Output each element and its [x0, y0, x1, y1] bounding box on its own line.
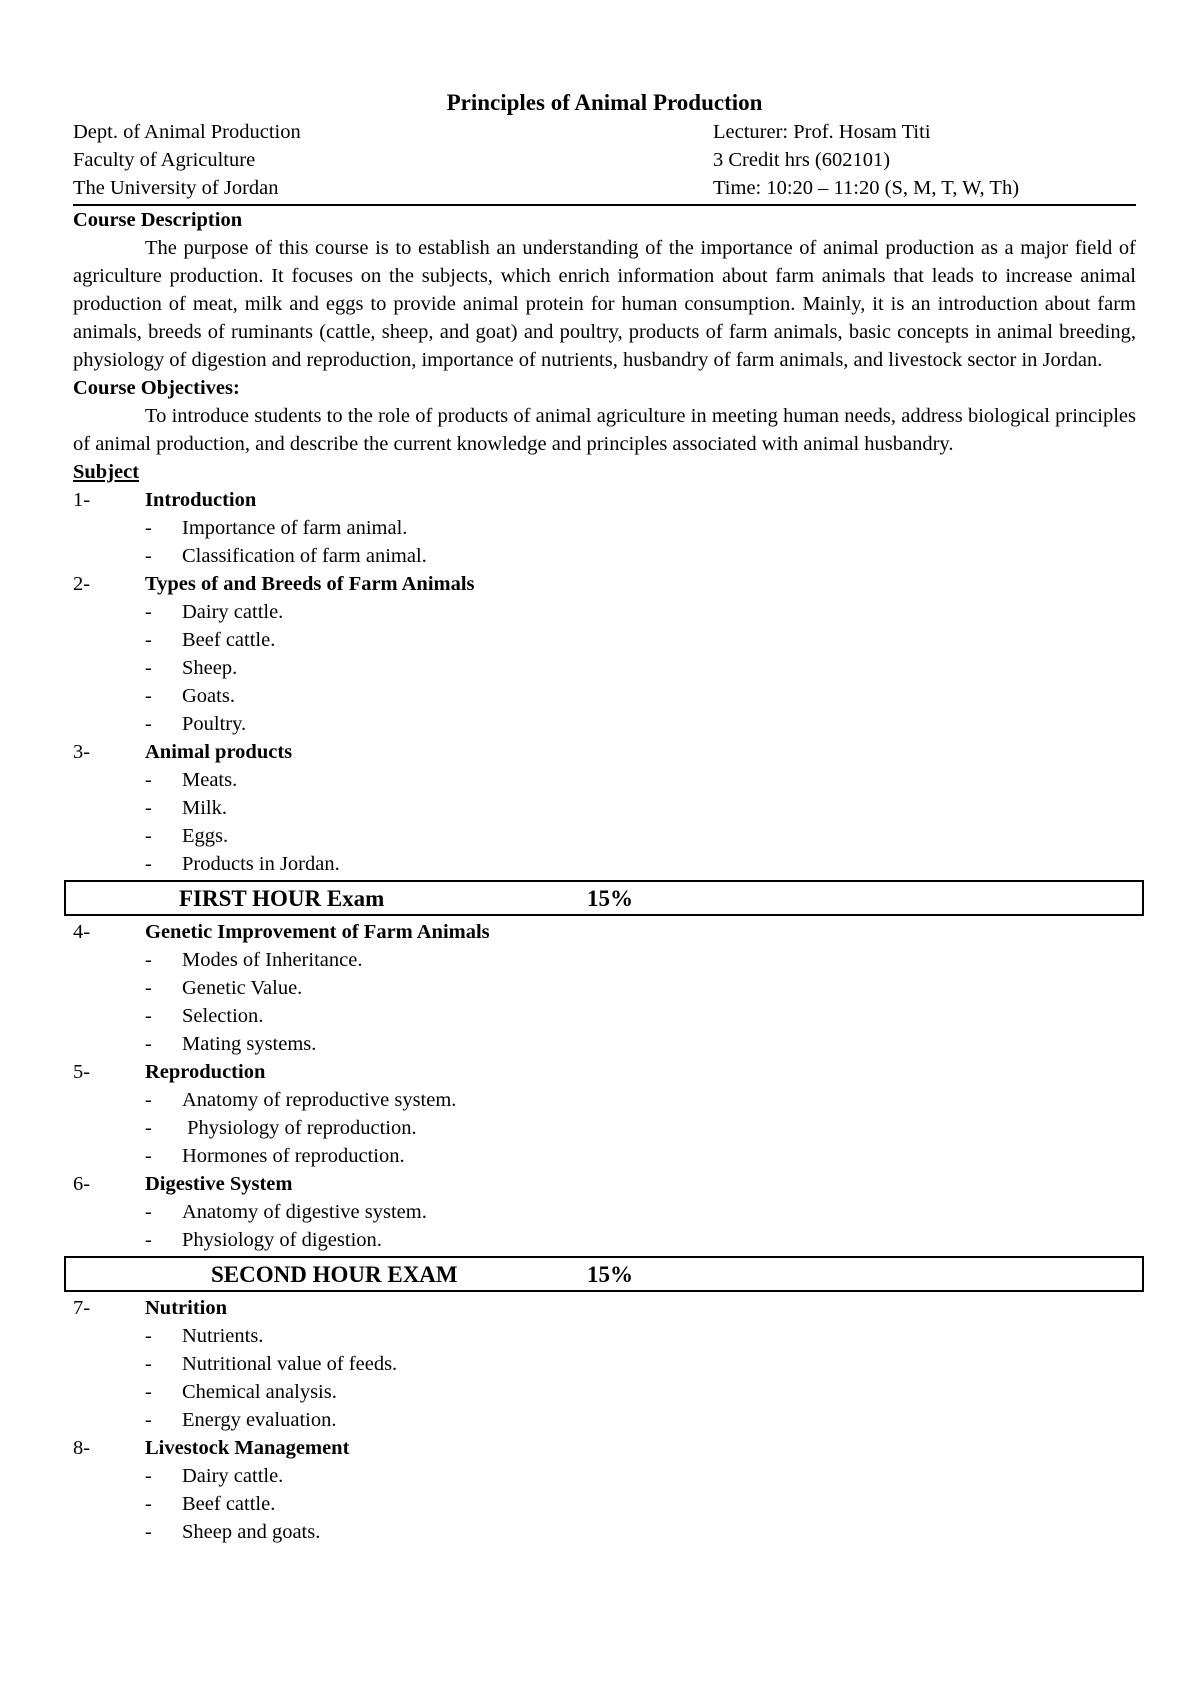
list-item: [73, 654, 1136, 682]
list-item-text: Dairy cattle.: [182, 601, 284, 623]
list-item-text: Meats.: [182, 769, 238, 791]
dash-marker: -: [145, 685, 152, 707]
topic-title: Digestive System: [145, 1173, 293, 1195]
list-item: [73, 794, 1136, 822]
course-objectives-text: To introduce students to the role of products of animal agriculture in meeting human needs, address biological principles of animal production, and describe the current knowledge and principles associated with animal husbandry.: [73, 405, 1136, 455]
list-item-text: Genetic Value.: [182, 977, 303, 999]
department: Dept. of Animal Production: [73, 121, 301, 143]
topic-title: Animal products: [145, 741, 293, 763]
list-item: [73, 514, 1136, 542]
dash-marker: -: [145, 1229, 152, 1251]
document-page: [73, 88, 1136, 1546]
topic-heading: [73, 1434, 1136, 1462]
faculty: Faculty of Agriculture: [73, 149, 256, 171]
list-item-text: Anatomy of reproductive system.: [182, 1089, 457, 1111]
topic-heading: [73, 570, 1136, 598]
dash-marker: -: [145, 1089, 152, 1111]
list-item-text: Modes of Inheritance.: [182, 949, 363, 971]
list-item: [73, 946, 1136, 974]
list-item: [73, 1490, 1136, 1518]
list-item: [73, 974, 1136, 1002]
second-hour-exam-box: [64, 1256, 1144, 1292]
dash-marker: -: [145, 1409, 152, 1431]
list-item: [73, 822, 1136, 850]
list-item-text: Nutritional value of feeds.: [182, 1353, 398, 1375]
topic-heading: [73, 738, 1136, 766]
topic-number: 3-: [73, 741, 91, 763]
lecturer: Lecturer: Prof. Hosam Titi: [713, 121, 931, 143]
list-item-text: Anatomy of digestive system.: [182, 1201, 427, 1223]
topic-heading: [73, 1170, 1136, 1198]
university: The University of Jordan: [73, 177, 279, 199]
list-item: [73, 766, 1136, 794]
document-title: Principles of Animal Production: [446, 90, 763, 115]
topic-title: Livestock Management: [145, 1437, 350, 1459]
list-item: [73, 1378, 1136, 1406]
topic-title: Reproduction: [145, 1061, 266, 1083]
list-item: [73, 710, 1136, 738]
list-item-text: Eggs.: [182, 825, 229, 847]
dash-marker: -: [145, 713, 152, 735]
exam-label: FIRST HOUR Exam: [179, 886, 385, 911]
credit-hours: 3 Credit hrs (602101): [713, 149, 891, 171]
dash-marker: -: [145, 797, 152, 819]
list-item-text: Sheep.: [182, 657, 238, 679]
dash-marker: -: [145, 657, 152, 679]
list-item-text: Hormones of reproduction.: [182, 1145, 405, 1167]
topic-title: Types of and Breeds of Farm Animals: [145, 573, 475, 595]
dash-marker: -: [145, 1353, 152, 1375]
dash-marker: -: [145, 1201, 152, 1223]
list-item-text: Sheep and goats.: [182, 1521, 321, 1543]
topic-heading: [73, 486, 1136, 514]
list-item-text: Products in Jordan.: [182, 853, 340, 875]
class-time: Time: 10:20 – 11:20 (S, M, T, W, Th): [713, 177, 1020, 199]
list-item: [73, 1226, 1136, 1254]
topic-title: Introduction: [145, 489, 257, 511]
list-item-text: Energy evaluation.: [182, 1409, 337, 1431]
list-item: [73, 1350, 1136, 1378]
list-item: [73, 1518, 1136, 1546]
course-description-heading: Course Description: [73, 209, 243, 231]
list-item: [73, 682, 1136, 710]
list-item: [73, 1114, 1136, 1142]
dash-marker: -: [145, 1117, 152, 1139]
list-item: [73, 542, 1136, 570]
course-objectives-heading: Course Objectives:: [73, 377, 240, 399]
header-row-2: [73, 146, 1136, 174]
list-item-text: Nutrients.: [182, 1325, 264, 1347]
list-item-text: Selection.: [182, 1005, 264, 1027]
list-item: [73, 1030, 1136, 1058]
dash-marker: -: [145, 1033, 152, 1055]
list-item: [73, 1406, 1136, 1434]
topic-heading: [73, 1058, 1136, 1086]
topic-number: 6-: [73, 1173, 91, 1195]
list-item-text: Goats.: [182, 685, 235, 707]
dash-marker: -: [145, 545, 152, 567]
dash-marker: -: [145, 949, 152, 971]
exam-label: SECOND HOUR EXAM: [211, 1262, 458, 1287]
list-item-text: Milk.: [182, 797, 227, 819]
dash-marker: -: [145, 1145, 152, 1167]
topic-title: Genetic Improvement of Farm Animals: [145, 921, 490, 943]
list-item: [73, 1462, 1136, 1490]
topic-number: 2-: [73, 573, 91, 595]
list-item: [73, 850, 1136, 878]
topic-number: 5-: [73, 1061, 91, 1083]
header-row-1: [73, 118, 1136, 146]
list-item-text: Physiology of digestion.: [182, 1229, 382, 1251]
list-item: [73, 1198, 1136, 1226]
dash-marker: -: [145, 853, 152, 875]
list-item-text: Importance of farm animal.: [182, 517, 408, 539]
dash-marker: -: [145, 825, 152, 847]
list-item-text: Chemical analysis.: [182, 1381, 337, 1403]
dash-marker: -: [145, 977, 152, 999]
topic-title: Nutrition: [145, 1297, 227, 1319]
topic-heading: [73, 1294, 1136, 1322]
exam-percent: 15%: [587, 1262, 633, 1287]
topic-number: 4-: [73, 921, 91, 943]
list-item-text: Physiology of reproduction.: [182, 1117, 417, 1139]
course-description-text: The purpose of this course is to establish an understanding of the importance of animal production as a major field of agriculture production. It focuses on the subjects, which enrich information about farm animals that leads to increase animal production of meat, milk and eggs to provide animal protein for human consumption. Mainly, it is an introduction about farm animals, breeds of ruminants (cattle, sheep, and goat) and poultry, products of farm animals, basic concepts in animal breeding, physiology of digestion and reproduction, importance of nutrients, husbandry of farm animals, and livestock sector in Jordan.: [73, 237, 1136, 371]
list-item: [73, 1002, 1136, 1030]
list-item: [73, 1322, 1136, 1350]
list-item-text: Beef cattle.: [182, 629, 276, 651]
list-item-text: Classification of farm animal.: [182, 545, 427, 567]
list-item: [73, 598, 1136, 626]
dash-marker: -: [145, 1521, 152, 1543]
topic-number: 7-: [73, 1297, 91, 1319]
topic-heading: [73, 918, 1136, 946]
exam-percent: 15%: [587, 886, 633, 911]
topic-number: 1-: [73, 489, 91, 511]
list-item-text: Mating systems.: [182, 1033, 317, 1055]
dash-marker: -: [145, 1005, 152, 1027]
list-item: [73, 626, 1136, 654]
list-item: [73, 1086, 1136, 1114]
dash-marker: -: [145, 1465, 152, 1487]
list-item-text: Beef cattle.: [182, 1493, 276, 1515]
dash-marker: -: [145, 1493, 152, 1515]
dash-marker: -: [145, 601, 152, 623]
dash-marker: -: [145, 517, 152, 539]
dash-marker: -: [145, 1325, 152, 1347]
list-item-text: Poultry.: [182, 713, 247, 735]
dash-marker: -: [145, 1381, 152, 1403]
header-row-3: [73, 174, 1136, 202]
subject-heading: Subject: [73, 461, 140, 483]
dash-marker: -: [145, 769, 152, 791]
dash-marker: -: [145, 629, 152, 651]
topic-number: 8-: [73, 1437, 91, 1459]
list-item: [73, 1142, 1136, 1170]
list-item-text: Dairy cattle.: [182, 1465, 284, 1487]
first-hour-exam-box: [64, 880, 1144, 916]
